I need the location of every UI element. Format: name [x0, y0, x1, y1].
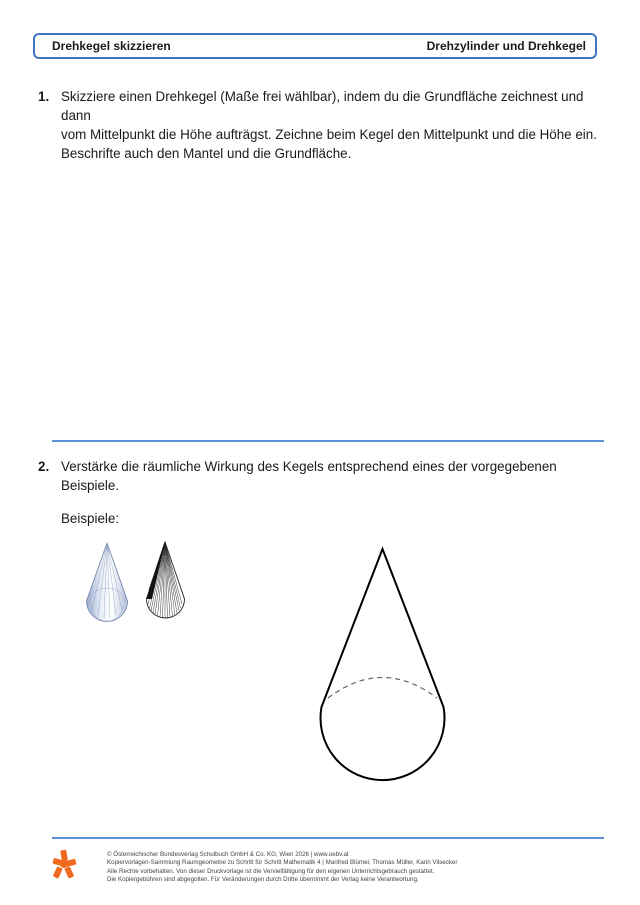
worksheet-title: Drehkegel skizzieren: [52, 39, 171, 53]
footer-divider: [52, 837, 604, 839]
footer-copyright: [107, 851, 457, 884]
task-1-text: Skizziere einen Drehkegel (Maße frei wählbar), indem du die Grundfläche zeichnest und dann vom Mittelpunkt die Höhe aufträgst. Zeichne beim Kegel den Mittelpunkt und die Höhe ein. Beschrifte auch den Mantel und die Grundfläche.: [61, 89, 597, 161]
example-shaded-cone-figure: [82, 540, 134, 628]
task-1-number: 1.: [38, 89, 50, 104]
chapter-title: Drehzylinder und Drehkegel: [426, 39, 586, 53]
task-2-number: 2.: [38, 459, 50, 474]
footer-line-2: Kopiervorlagen-Sammlung Raumgeometrie zu Schritt für Schritt Mathematik 4 | Manfred Blümel, Thomas Müller, Karin Vilsecker: [107, 859, 458, 867]
examples-label: Beispiele:: [61, 511, 120, 526]
page-header: [33, 33, 597, 59]
footer-line-4: Die Kopiergebühren sind abgegolten. Für Veränderungen durch Dritte übernimmt der Verlag keine Verantwortung.: [107, 875, 419, 883]
cone-hidden-edge: [328, 678, 437, 699]
example-hatched-cone-figure: [143, 540, 189, 628]
task-2-text: Verstärke die räumliche Wirkung des Kegels entsprechend eines der vorgegebenen Beispiele.: [61, 459, 557, 493]
cone-outline-figure: [310, 540, 460, 810]
section-divider: [52, 440, 604, 442]
footer-line-1: © Österreichischer Bundesverlag Schulbuch GmbH & Co. KG, Wien 2026 | www.oebv.at: [107, 851, 349, 858]
footer-line-3: Alle Rechte vorbehalten. Von dieser Druckvorlage ist die Vervielfältigung für den eigenen Unterrichtsgebrauch gestattet.: [107, 867, 435, 875]
publisher-logo-icon: [50, 848, 78, 880]
